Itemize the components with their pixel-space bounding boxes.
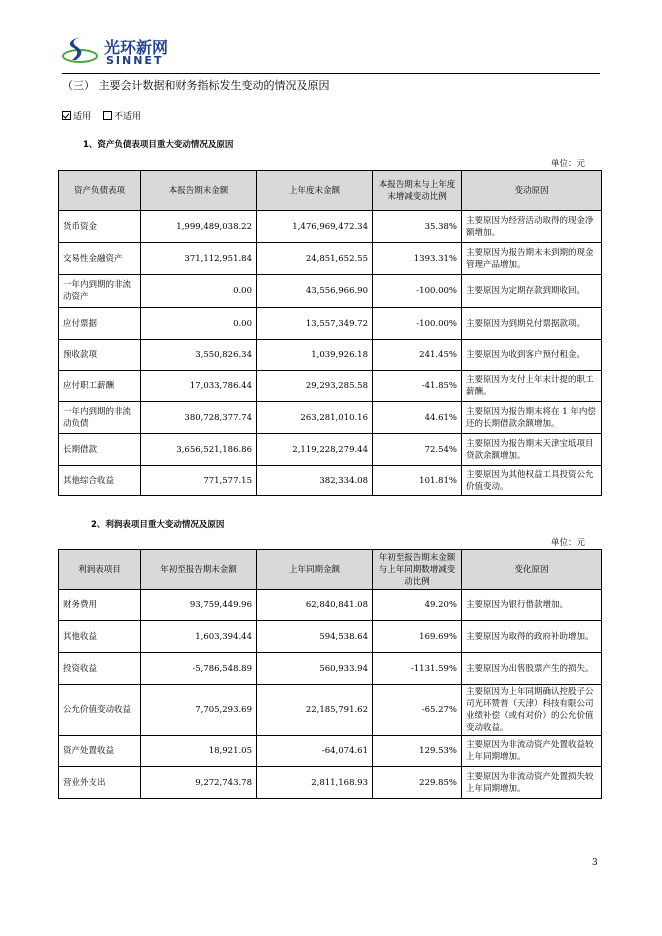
column-header: 上年度末金额 <box>257 171 373 211</box>
change-ratio: 101.81% <box>373 466 462 496</box>
table-row <box>59 590 602 621</box>
change-reason: 主要原因为支付上年末计提的职工薪酬。 <box>462 371 602 402</box>
prior-amount: 560,933.94 <box>257 653 373 685</box>
row-item-name: 应付职工薪酬 <box>59 371 141 402</box>
row-item-name: 其他收益 <box>59 621 141 653</box>
column-header: 本报告期末与上年度末增减变动比例 <box>373 171 462 211</box>
income-statement-table <box>58 549 602 799</box>
change-reason: 主要原因为其他权益工具投资公允价值变动。 <box>462 466 602 496</box>
column-header: 变化原因 <box>462 550 602 590</box>
change-ratio: 169.69% <box>373 621 462 653</box>
current-amount: 1,999,489,038.22 <box>141 211 257 243</box>
table-row <box>59 308 602 340</box>
change-reason: 主要原因为收到客户预付租金。 <box>462 340 602 371</box>
logo-chinese-name: 光环新网 <box>104 38 169 57</box>
current-amount: 18,921.05 <box>141 736 257 767</box>
change-reason: 主要原因为经营活动取得的现金净额增加。 <box>462 211 602 243</box>
current-amount: 9,272,743.78 <box>141 767 257 799</box>
row-item-name: 应付票据 <box>59 308 141 340</box>
change-ratio: 229.85% <box>373 767 462 799</box>
current-amount: -5,786,548.89 <box>141 653 257 685</box>
table-row <box>59 767 602 799</box>
prior-amount: 1,039,926.18 <box>257 340 373 371</box>
logo-english-name: SINNET <box>106 54 164 67</box>
prior-amount: -64,074.61 <box>257 736 373 767</box>
not-applicable-label: 不适用 <box>114 112 142 122</box>
change-reason: 主要原因为报告期末将在 1 年内偿还的长期借款余额增加。 <box>462 402 602 434</box>
change-ratio: -1131.59% <box>373 653 462 685</box>
prior-amount: 43,556,966.90 <box>257 275 373 308</box>
current-amount: 7,705,293.69 <box>141 685 257 736</box>
table-row <box>59 211 602 243</box>
prior-amount: 2,811,168.93 <box>257 767 373 799</box>
prior-amount: 13,557,349.72 <box>257 308 373 340</box>
current-amount: 3,550,826.34 <box>141 340 257 371</box>
current-amount: 3,656,521,186.86 <box>141 434 257 466</box>
column-header: 资产负债表项 <box>59 171 141 211</box>
balance-sheet-table <box>58 170 602 496</box>
prior-amount: 594,538.64 <box>257 621 373 653</box>
table-row <box>59 653 602 685</box>
balance-sheet-title: 1、资产负债表项目重大变动情况及原因 <box>83 140 234 150</box>
change-ratio: -41.85% <box>373 371 462 402</box>
current-amount: 93,759,449.96 <box>141 590 257 621</box>
change-reason: 主要原因为出售股票产生的损失。 <box>462 653 602 685</box>
table-row <box>59 466 602 496</box>
change-ratio: -100.00% <box>373 275 462 308</box>
row-item-name: 其他综合收益 <box>59 466 141 496</box>
prior-amount: 2,119,228,279.44 <box>257 434 373 466</box>
unchecked-checkbox-icon <box>103 111 112 120</box>
current-amount: 1,603,394.44 <box>141 621 257 653</box>
current-amount: 371,112,951.84 <box>141 243 257 275</box>
checked-checkbox-icon <box>62 111 71 120</box>
change-reason: 主要原因为取得的政府补助增加。 <box>462 621 602 653</box>
change-ratio: -65.27% <box>373 685 462 736</box>
section-title: （三） 主要会计数据和财务指标发生变动的情况及原因 <box>62 79 330 92</box>
table-row <box>59 685 602 736</box>
prior-amount: 1,476,969,472.34 <box>257 211 373 243</box>
row-item-name: 货币资金 <box>59 211 141 243</box>
prior-amount: 29,293,285.58 <box>257 371 373 402</box>
prior-amount: 263,281,010.16 <box>257 402 373 434</box>
applicability-options <box>62 109 141 122</box>
change-ratio: 35.38% <box>373 211 462 243</box>
change-reason: 主要原因为定期存款到期收回。 <box>462 275 602 308</box>
change-ratio: 44.61% <box>373 402 462 434</box>
prior-amount: 24,851,652.55 <box>257 243 373 275</box>
table-row <box>59 736 602 767</box>
column-header: 本报告期末金额 <box>141 171 257 211</box>
change-reason: 主要原因为银行借款增加。 <box>462 590 602 621</box>
sinnet-logo-icon <box>62 34 102 68</box>
column-header: 上年同期金额 <box>257 550 373 590</box>
prior-amount: 62,840,841.08 <box>257 590 373 621</box>
row-item-name: 一年内到期的非流动资产 <box>59 275 141 308</box>
change-reason: 主要原因为报告期末未到期的现金管理产品增加。 <box>462 243 602 275</box>
column-header: 变动原因 <box>462 171 602 211</box>
page-number: 3 <box>592 858 598 868</box>
change-ratio: -100.00% <box>373 308 462 340</box>
change-reason: 主要原因为上年同期确认控股子公司光环赞普（天津）科技有限公司业绩补偿（或有对价）的公允价值变动收益。 <box>462 685 602 736</box>
table-row <box>59 371 602 402</box>
column-header: 利润表项目 <box>59 550 141 590</box>
change-ratio: 129.53% <box>373 736 462 767</box>
change-ratio: 72.54% <box>373 434 462 466</box>
applicable-label: 适用 <box>73 112 92 122</box>
row-item-name: 财务费用 <box>59 590 141 621</box>
table-row <box>59 340 602 371</box>
change-reason: 主要原因为非流动资产处置收益较上年同期增加。 <box>462 736 602 767</box>
row-item-name: 预收款项 <box>59 340 141 371</box>
income-statement-title: 2、利润表项目重大变动情况及原因 <box>91 520 225 530</box>
row-item-name: 资产处置收益 <box>59 736 141 767</box>
company-logo <box>62 34 182 68</box>
balance-unit: 单位：元 <box>551 159 586 169</box>
table-row <box>59 621 602 653</box>
change-reason: 主要原因为非流动资产处置损失较上年同期增加。 <box>462 767 602 799</box>
income-unit: 单位：元 <box>551 538 586 548</box>
change-reason: 主要原因为报告期末天津宝坻项目贷款余额增加。 <box>462 434 602 466</box>
prior-amount: 382,334.08 <box>257 466 373 496</box>
current-amount: 0.00 <box>141 275 257 308</box>
table-row <box>59 275 602 308</box>
table-row <box>59 243 602 275</box>
column-header: 年初至报告期末金额与上年同期数增减变动比例 <box>373 550 462 590</box>
current-amount: 380,728,377.74 <box>141 402 257 434</box>
row-item-name: 公允价值变动收益 <box>59 685 141 736</box>
column-header: 年初至报告期末金额 <box>141 550 257 590</box>
change-ratio: 241.45% <box>373 340 462 371</box>
row-item-name: 交易性金融资产 <box>59 243 141 275</box>
change-reason: 主要原因为到期兑付票据款项。 <box>462 308 602 340</box>
change-ratio: 1393.31% <box>373 243 462 275</box>
header-rule <box>62 73 600 74</box>
current-amount: 771,577.15 <box>141 466 257 496</box>
table-header-row <box>59 171 602 211</box>
table-row <box>59 434 602 466</box>
change-ratio: 49.20% <box>373 590 462 621</box>
row-item-name: 营业外支出 <box>59 767 141 799</box>
current-amount: 0.00 <box>141 308 257 340</box>
prior-amount: 22,185,791.62 <box>257 685 373 736</box>
row-item-name: 长期借款 <box>59 434 141 466</box>
table-row <box>59 402 602 434</box>
table-header-row <box>59 550 602 590</box>
row-item-name: 一年内到期的非流动负债 <box>59 402 141 434</box>
row-item-name: 投资收益 <box>59 653 141 685</box>
current-amount: 17,033,786.44 <box>141 371 257 402</box>
